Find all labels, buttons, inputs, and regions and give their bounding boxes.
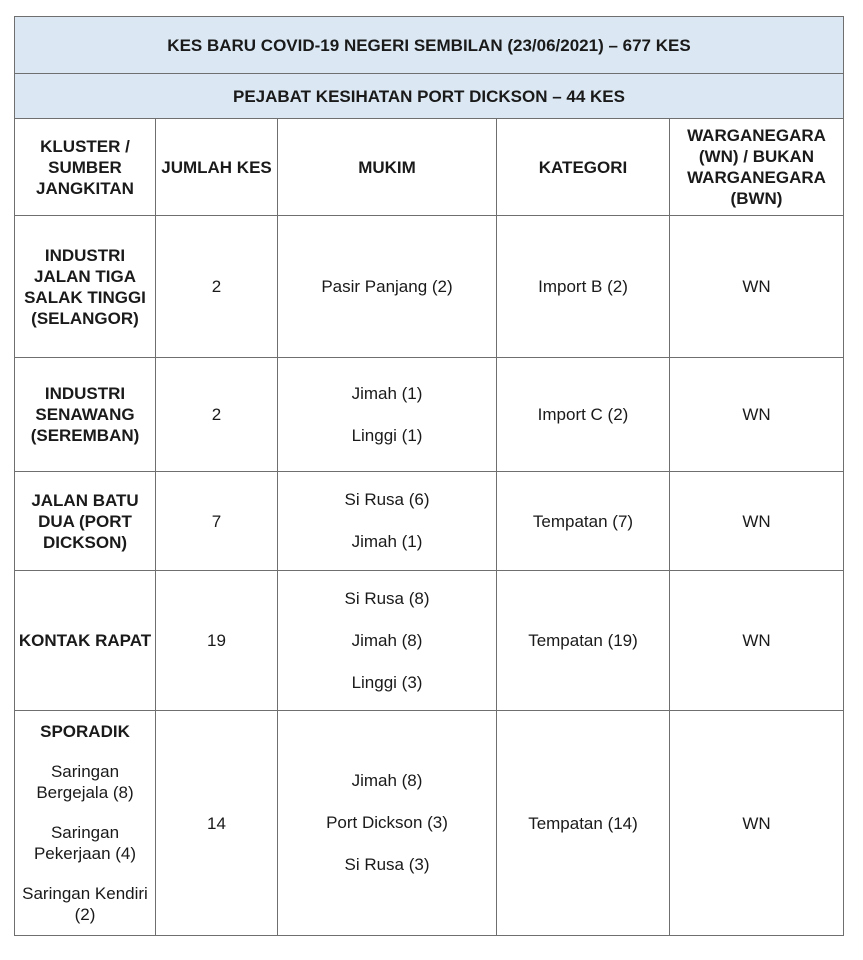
mukim-item: Port Dickson (3): [326, 813, 448, 832]
table-row: [15, 711, 844, 936]
mukim-item: Linggi (1): [351, 425, 423, 445]
header-mukim: MUKIM: [278, 119, 497, 216]
header-nationality: WARGANEGARA (WN) / BUKAN WARGANEGARA (BWN): [670, 119, 844, 216]
table-title: KES BARU COVID-19 NEGERI SEMBILAN (23/06/2021) – 677 KES: [15, 17, 844, 74]
mukim-cell: [278, 711, 497, 936]
category-cell: Import C (2): [497, 358, 670, 472]
cluster-cell: INDUSTRI JALAN TIGA SALAK TINGGI (SELANGOR): [15, 216, 156, 358]
table-row: [15, 571, 844, 711]
mukim-cell: [278, 216, 497, 358]
mukim-item: Jimah (1): [351, 532, 423, 551]
nationality-cell: WN: [670, 711, 844, 936]
mukim-cell: [278, 571, 497, 711]
mukim-cell: [278, 472, 497, 571]
subtitle-row: [15, 74, 844, 119]
nationality-cell: WN: [670, 472, 844, 571]
mukim-item: Jimah (8): [351, 630, 423, 650]
cluster-cell: [15, 711, 156, 936]
table-subtitle: PEJABAT KESIHATAN PORT DICKSON – 44 KES: [15, 74, 844, 119]
header-cases: JUMLAH KES: [156, 119, 278, 216]
mukim-item: Si Rusa (6): [344, 490, 430, 509]
cluster-title: SPORADIK: [40, 722, 130, 741]
cases-cell: 14: [156, 711, 278, 936]
cases-cell: 2: [156, 358, 278, 472]
nationality-cell: WN: [670, 216, 844, 358]
cluster-sub-item: Saringan Pekerjaan (4): [33, 823, 137, 863]
cluster-sub-item: Saringan Bergejala (8): [36, 762, 134, 802]
header-cluster: KLUSTER / SUMBER JANGKITAN: [15, 119, 156, 216]
cases-cell: 19: [156, 571, 278, 711]
title-row: [15, 17, 844, 74]
mukim-cell: [278, 358, 497, 472]
table-row: [15, 358, 844, 472]
cases-cell: 2: [156, 216, 278, 358]
cluster-sub-item: Saringan Kendiri (2): [22, 884, 148, 924]
cases-cell: 7: [156, 472, 278, 571]
category-cell: Import B (2): [497, 216, 670, 358]
category-cell: Tempatan (19): [497, 571, 670, 711]
category-cell: Tempatan (7): [497, 472, 670, 571]
mukim-item: Si Rusa (8): [344, 588, 430, 608]
mukim-item: Jimah (1): [351, 383, 423, 403]
nationality-cell: WN: [670, 358, 844, 472]
mukim-item: Jimah (8): [351, 771, 423, 790]
category-cell: Tempatan (14): [497, 711, 670, 936]
column-header-row: [15, 119, 844, 216]
cluster-cell: INDUSTRI SENAWANG (SEREMBAN): [15, 358, 156, 472]
cluster-cell: KONTAK RAPAT: [15, 571, 156, 711]
mukim-item: Linggi (3): [351, 672, 423, 692]
table-row: [15, 472, 844, 571]
mukim-item: Si Rusa (3): [344, 855, 430, 874]
table-row: [15, 216, 844, 358]
header-category: KATEGORI: [497, 119, 670, 216]
nationality-cell: WN: [670, 571, 844, 711]
covid-cases-table: [14, 16, 844, 936]
mukim-item: Pasir Panjang (2): [321, 276, 453, 296]
cluster-cell: JALAN BATU DUA (PORT DICKSON): [15, 472, 156, 571]
